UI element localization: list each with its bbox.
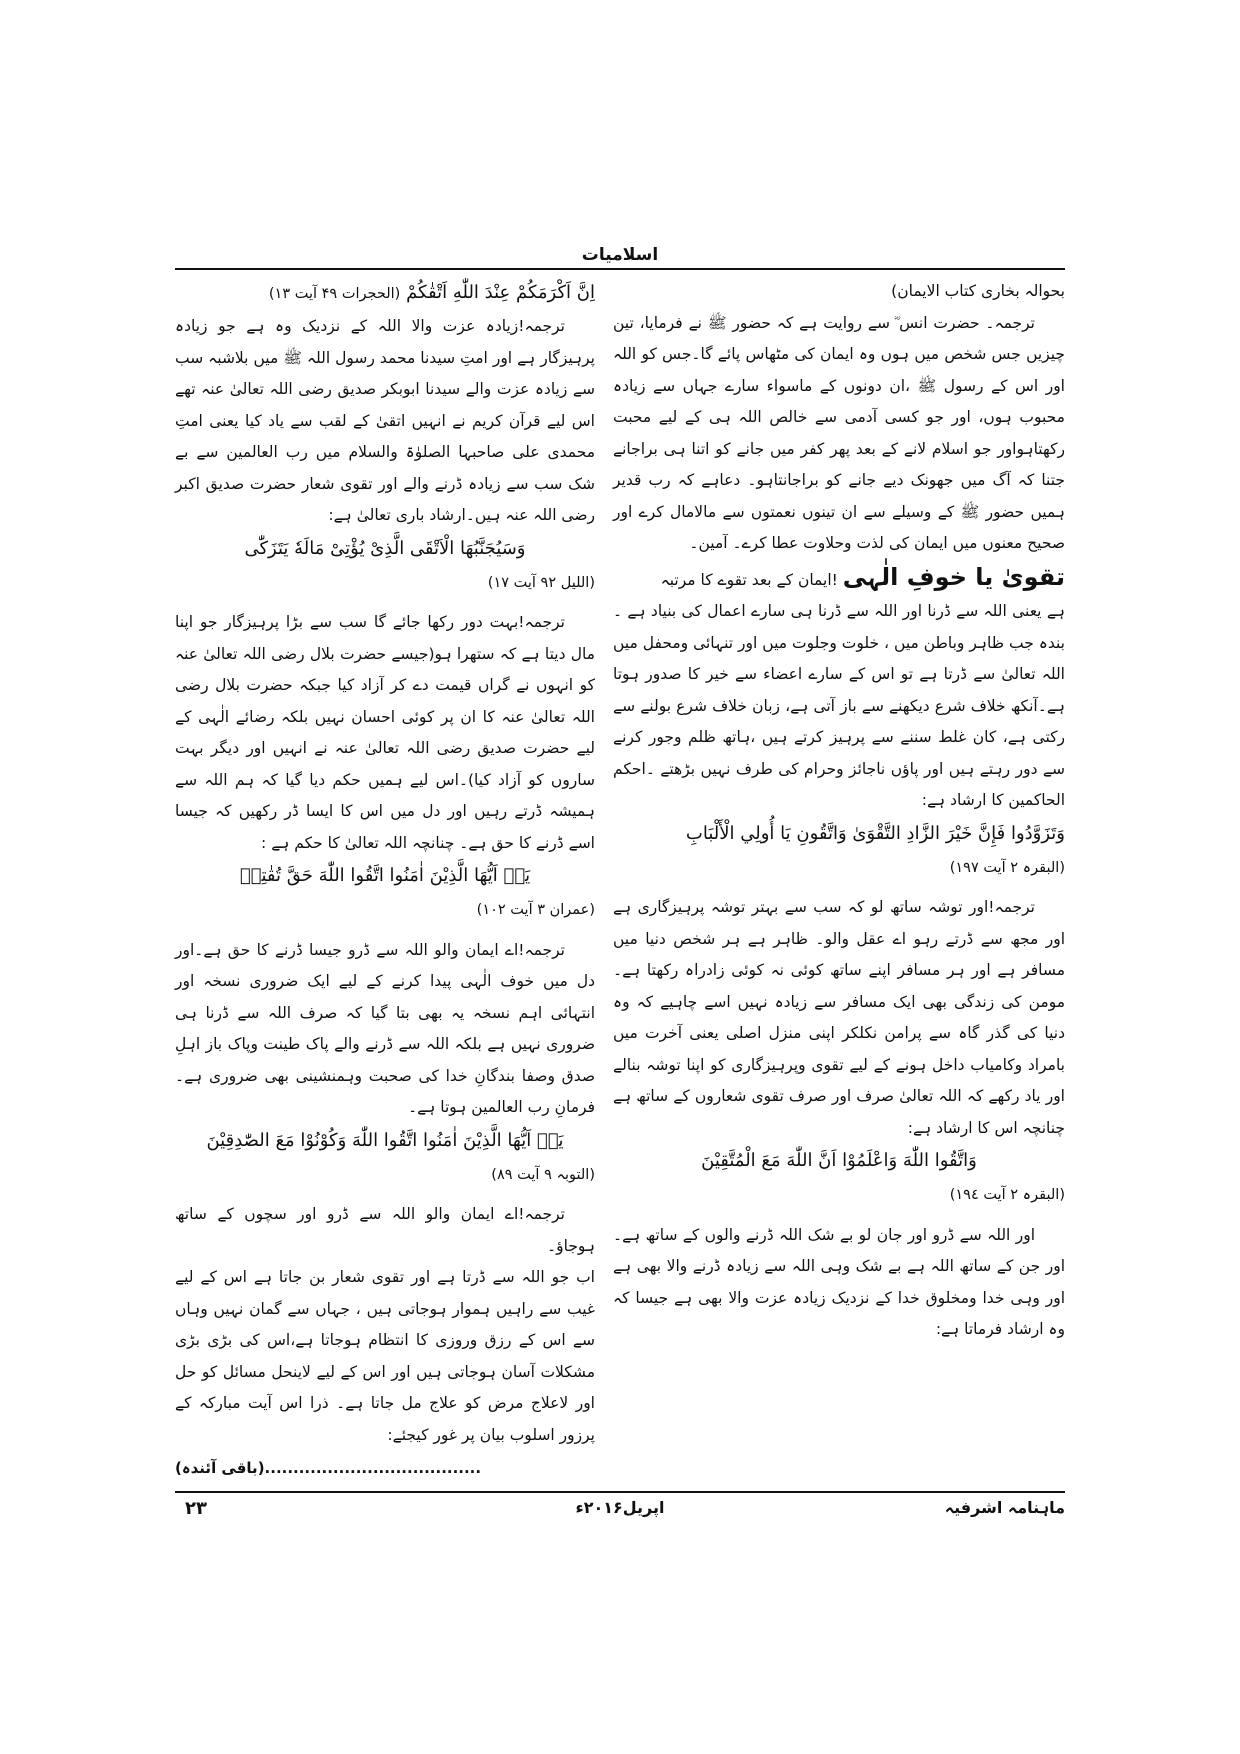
right-column	[613, 276, 1065, 1346]
quran-verse-with-reference	[175, 276, 595, 311]
verse-translation: ترجمہ!اے ایمان والو اللہ سے ڈرو جیسا ڈرنے کا حق ہے۔اور دل میں خوف الٰہی پیدا کرنے کے لیے ایک ضروری نسخہ اور انتہائی اہم نسخہ یہ بھی بتا گیا کہ صرف اللہ سے ڈرنا ہی ضروری نہیں ہے بلکہ اللہ سے ڈرنے والے پاک طینت وپاک باز اہلِ صدق وصفا بندگانِ خدا کی صحبت وہمنشینی بھی ضروری ہے۔ فرمانِ رب العالمین ہوتا ہے۔	[175, 940, 595, 1116]
verse-translation: ترجمہ!زیادہ عزت والا اللہ کے نزدیک وہ ہے جو زیادہ پرہیزگار ہے اور امتِ سیدنا محمد رسول اللہ ﷺ میں بلاشبہ سب سے زیادہ عزت والے سیدنا ابوبکر صدیق رضی اللہ تعالیٰ عنہ تھے اس لیے قرآن کریم نے انہیں اتقیٰ کے لقب سے یاد کیا یعنی امتِ محمدی علی صاحبہا الصلوٰۃ والسلام میں رب العالمین سے بے شک سب سے زیادہ ڈرنے والے اور تقوی شعار حضرت صدیق اکبر رضی اللہ عنہ ہیں۔ارشاد باری تعالیٰ ہے:	[175, 317, 595, 524]
quran-verse: يَاۤ اَيُّهَا الَّذِيْنَ اٰمَنُوا اتَّقُوا اللّٰهَ حَقَّ تُقٰتِهٖ	[239, 865, 531, 886]
section-intro	[613, 562, 1065, 597]
verse-translation: ترجمہ!اے ایمان والو اللہ سے ڈرو اور سچوں کے ساتھ ہوجاؤ۔	[175, 1205, 595, 1255]
footer-divider	[175, 1491, 1065, 1493]
section-title: اسلامیات	[581, 245, 659, 265]
verse-translation: اور اللہ سے ڈرو اور جان لو بے شک اللہ ڈرنے والوں کے ساتھ ہے۔اور جن کے ساتھ اللہ ہے بے شک وہی اللہ سے زیادہ ڈرنے والا بھی ہے اور وہی خدا ومخلوق خدا کے نزدیک زیادہ عزت والا بھی ہے جیسا کہ وہ ارشاد فرماتا ہے:	[613, 1225, 1065, 1338]
magazine-name: ماہنامہ اشرفیہ	[944, 1498, 1065, 1517]
to-be-continued: ......................................(باقی آئندہ)	[175, 1459, 482, 1477]
quran-verse: وَتَزَوَّدُوا فَإِنَّ خَيْرَ الزَّادِ التَّقْوَىٰ وَاتَّقُونِ يَا أُولِي الْأَلْبَابِ	[685, 822, 1065, 844]
quran-verse: وَسَيُجَنَّبُهَا الْاَتْقَى الَّذِیْ يُؤْتِیْ مَالَهٗ يَتَزَكّٰى	[244, 537, 526, 559]
verse-reference: (عمران ۳ آیت ۱۰۲)	[476, 902, 595, 918]
verse-translation: ترجمہ!اور توشہ ساتھ لو کہ سب سے بہتر توشہ پرہیزگاری ہے اور مجھ سے ڈرتے رہو اے عقل والو۔ ظاہر ہے ہر شخص دنیا میں مسافر ہے اور ہر مسافر اپنے ساتھ کوئی نہ کوئی زادراہ رکھتا ہے۔ مومن کی زندگی بھی ایک مسافر سے زیادہ نہیں اسے چاہیے کہ وہ دنیا کی گذر گاہ سے پرامن نکلکر اپنی منزل اصلی یعنی آخرت میں بامراد وکامیاب داخل ہونے کے لیے تقوی وپرہیزگاری کو اپنا توشہ بنالے اور یاد رکھے کہ اللہ تعالیٰ صرف اور صرف تقوی شعاروں کے ساتھ ہے چنانچہ اس کا ارشاد ہے:	[613, 898, 1065, 1137]
quran-verse: يَاۤ اَيُّهَا الَّذِيْنَ اٰمَنُوا اتَّقُوا اللّٰهَ وَكُوْنُوْا مَعَ الصّٰدِقِيْنَ	[206, 1129, 564, 1151]
quran-verse: وَاتَّقُوا اللّٰهَ وَاعْلَمُوْا اَنَّ اللّٰهَ مَعَ الْمُتَّقِيْنَ	[701, 1150, 977, 1171]
verse-reference: (اللیل ۹۲ آیت ۱۷)	[487, 574, 595, 591]
verse-reference: (التوبہ ۹ آیت ۸۹)	[491, 1166, 595, 1183]
taqwa-paragraph: ہے یعنی اللہ سے ڈرنا اور اللہ سے ڈرنا ہی سارے اعمال کی بنیاد ہے ۔بندہ جب ظاہر وباطن میں ، خلوت وجلوت میں اور تنہائی ومحفل میں اللہ تعالیٰ سے ڈرتا ہے تو اس کے سارے اعضاء سے خیر کا صدور ہوتا ہے۔آنکھ خلاف شرع دیکھنے سے باز آتی ہے، زبان خلاف شرع بولنے سے رکتی ہے، کان غلط سننے سے پرہیز کرتے ہیں ،ہاتھ ظلم وجور کرنے سے دور رہتے ہیں اور پاؤں ناجائز وحرام کی طرف نہیں بڑھتے ۔احکم الحاکمین کا ارشاد ہے:	[613, 602, 1065, 809]
verse-reference: (البقرہ ۲ آیت ۱۹٤)	[949, 1187, 1065, 1203]
verse-reference: (الحجرات ۴۹ آیت ۱۳)	[268, 286, 401, 302]
left-column	[175, 276, 595, 1485]
header-divider	[175, 268, 1065, 270]
page-footer	[175, 1498, 1065, 1526]
issue-date: اپریل۲۰۱۶ء	[575, 1498, 665, 1517]
verse-translation: ترجمہ!بہت دور رکھا جائے گا سب سے بڑا پرہیزگار جو اپنا مال دیتا ہے کہ ستھرا ہو(جیسے حضرت بلال رضی اللہ تعالیٰ عنہ کو انہوں نے گراں قیمت دے کر آزاد کیا جبکہ حضرت بلال رضی اللہ تعالیٰ عنہ کا ان پر کوئی احسان نہیں بلکہ رضائے الٰہی کے لیے حضرت صدیق رضی اللہ تعالیٰ عنہ نے انہیں اور دیگر بہت ساروں کو آزاد کیا)۔اس لیے ہمیں حکم دیا گیا کہ ہم اللہ سے ہمیشہ ڈرتے رہیں اور دل میں اس کا ایسا ڈر رکھیں کہ جیسا اسے ڈرنے کا حق ہے۔ چنانچہ اللہ تعالیٰ کا حکم ہے :	[175, 613, 595, 852]
hadith-translation: ترجمہ۔ حضرت انس ؓ سے روایت ہے کہ حضور ﷺ نے فرمایا، تین چیزیں جس شخص میں ہوں وہ ایمان کی مٹھاس پائے گا۔جس کو اللہ اور اس کے رسول ﷺ ،ان دونوں کے ماسواء سارے جہاں سے زیادہ محبوب ہوں، اور جو کسی آدمی سے خالص اللہ ہی کے لیے محبت رکھتاہواور جو اسلام لانے کے بعد پھر کفر میں جانے کو اتنا ہی براجانے جتنا کہ آگ میں جھونک دیے جانے کو براجانتاہو۔ دعاہے کہ رب قدیر ہمیں حضور ﷺ کے وسیلے سے ان تینوں نعمتوں سے مالامال کرے اور صحیح معنوں میں ایمان کی لذت وحلاوت عطا کرے۔ آمین۔	[613, 313, 1065, 552]
verse-reference: (البقرہ ۲ آیت ۱۹۷)	[949, 859, 1065, 876]
quran-verse: اِنَّ اَكْرَمَكُمْ عِنْدَ اللّٰهِ اَتْقٰكُمْ	[406, 282, 595, 303]
source-reference: بحوالہ بخاری کتاب الایمان)	[891, 282, 1065, 300]
closing-paragraph: اب جو اللہ سے ڈرتا ہے اور تقوی شعار بن جاتا ہے اس کے لیے غیب سے راہیں ہموار ہوجاتی ہیں ، جہاں سے گمان نہیں وہاں سے اس کے رزق وروزی کا انتظام ہوجاتا ہے،اس کی بڑی بڑی مشکلات آسان ہوجاتی ہیں اور اس کے لیے لاینحل مسائل کو حل اور لاعلاج مرض کو علاج مل جاتا ہے۔ ذرا اس آیت مبارکہ کے پرزور اسلوب بیان پر غور کیجئے:	[175, 1268, 595, 1444]
section-lead-text: !ایمان کے بعد تقوے کا مرتبہ	[660, 570, 843, 589]
page-number: ۲۳	[185, 1498, 207, 1519]
section-heading: تقویٰ یا خوفِ الٰہی	[842, 562, 1065, 591]
